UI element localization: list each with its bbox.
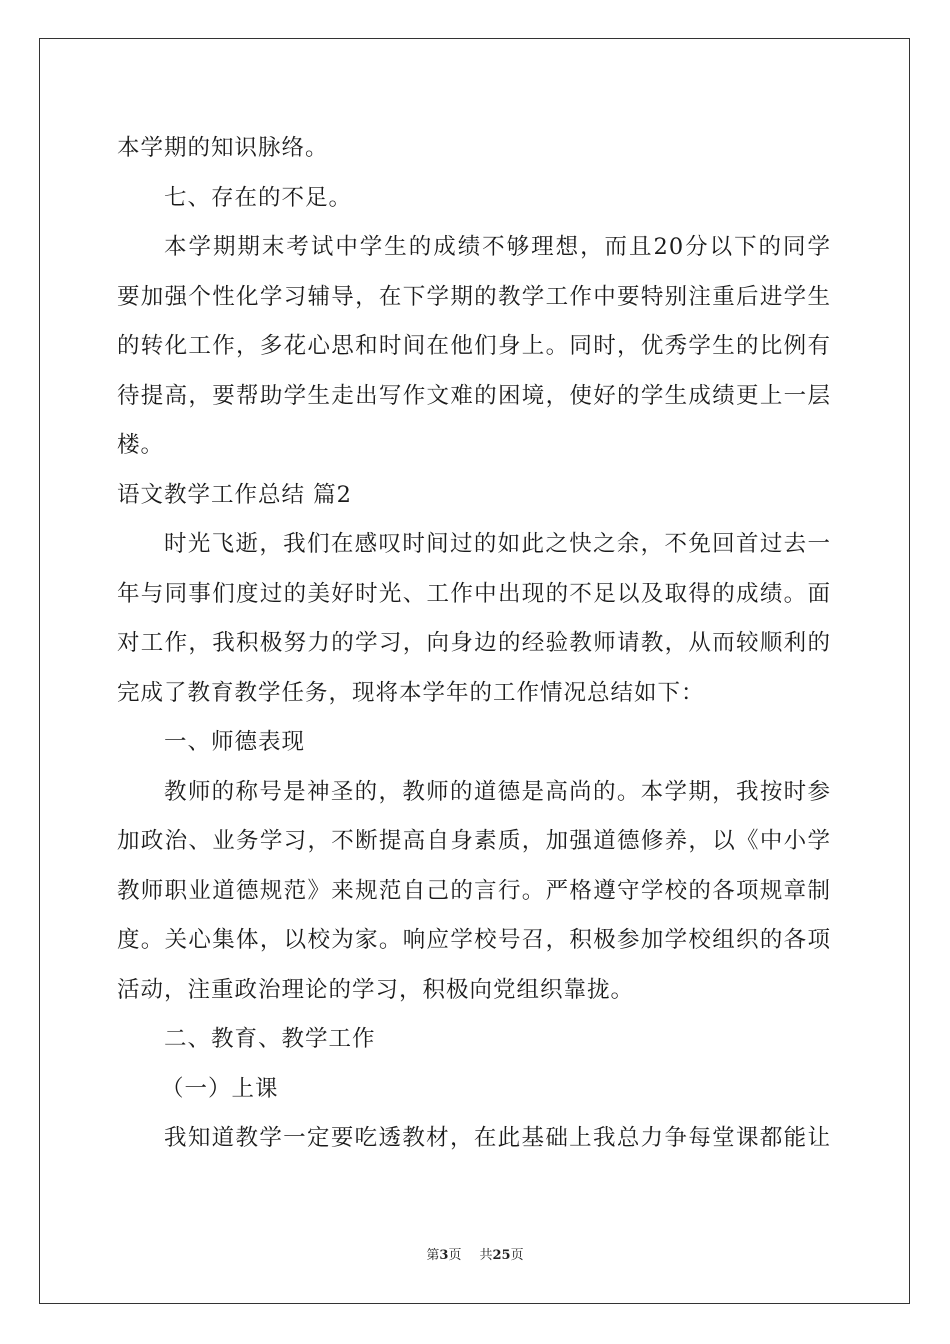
paragraph-line: 完成了教育教学任务，现将本学年的工作情况总结如下： <box>117 679 705 706</box>
paragraph-line: 楼。 <box>117 432 165 458</box>
page-suffix: 页 <box>448 1248 462 1263</box>
paragraph-line: 本学期期末考试中学生的成绩不够理想，而且20分以下的同学 <box>164 234 831 260</box>
paragraph-line: 活动，注重政治理论的学习，积极向党组织靠拢。 <box>117 976 635 1003</box>
paragraph-line: 时光飞逝，我们在感叹时间过的如此之快之余，不免回首过去一 <box>164 531 831 557</box>
document-body <box>117 124 831 1164</box>
section-heading: 二、教育、教学工作 <box>164 1026 376 1052</box>
paragraph-line: 的转化工作，多花心思和时间在他们身上。同时，优秀学生的比例有 <box>117 333 831 359</box>
page-number: 3 <box>439 1248 449 1263</box>
subsection-heading: （一）上课 <box>161 1075 279 1102</box>
total-suffix: 页 <box>510 1248 524 1263</box>
page-prefix: 第 <box>426 1248 440 1263</box>
paragraph-line: 对工作，我积极努力的学习，向身边的经验教师请教，从而较顺利的 <box>117 630 831 656</box>
paragraph-line: 教师的称号是神圣的，教师的道德是高尚的。本学期，我按时参 <box>164 778 831 805</box>
paragraph-line: 教师职业道德规范》来规范自己的言行。严格遵守学校的各项规章制 <box>117 877 831 904</box>
paragraph-line: 待提高，要帮助学生走出写作文难的困境，使好的学生成绩更上一层 <box>117 382 831 409</box>
article-title: 语文教学工作总结 篇2 <box>117 481 352 508</box>
section-heading: 一、师德表现 <box>164 729 306 755</box>
paragraph-line: 度。关心集体，以校为家。响应学校号召，积极参加学校组织的各项 <box>117 927 831 953</box>
page-footer <box>0 1244 950 1263</box>
paragraph-line: 年与同事们度过的美好时光、工作中出现的不足以及取得的成绩。面 <box>117 580 831 607</box>
total-prefix: 共 <box>479 1248 493 1263</box>
paragraph-line: 本学期的知识脉络。 <box>117 135 329 161</box>
paragraph-line: 加政治、业务学习，不断提高自身素质，加强道德修养，以《中小学 <box>117 828 831 854</box>
total-pages: 25 <box>492 1248 511 1263</box>
paragraph-line: 要加强个性化学习辅导，在下学期的教学工作中要特别注重后进学生 <box>117 283 831 310</box>
paragraph-line: 我知道教学一定要吃透教材，在此基础上我总力争每堂课都能让 <box>164 1125 831 1151</box>
section-heading: 七、存在的不足。 <box>164 184 353 211</box>
